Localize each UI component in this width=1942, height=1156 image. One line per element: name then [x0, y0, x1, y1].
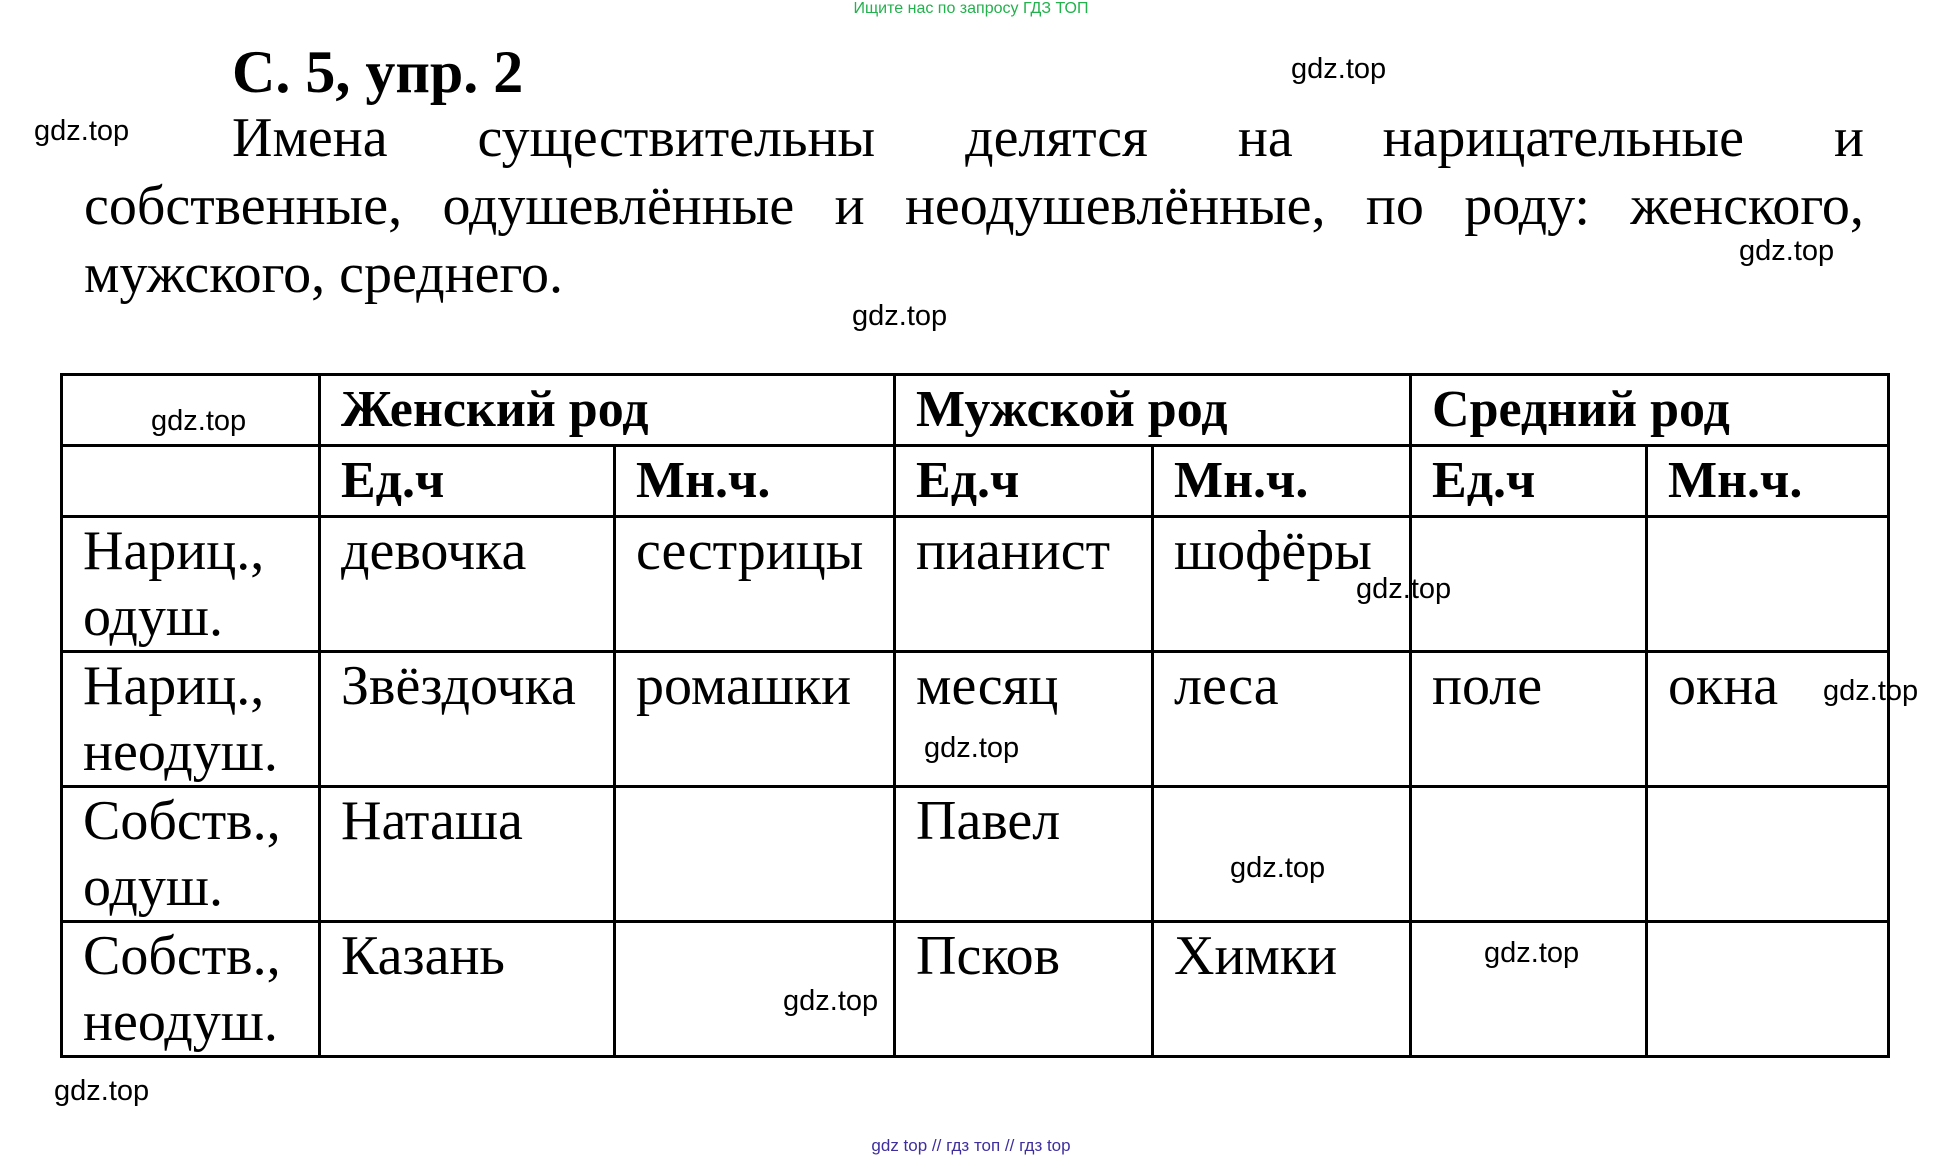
paragraph-word: неодушевлённые,	[904, 175, 1326, 237]
watermark-text: gdz.top	[151, 405, 247, 437]
watermark-text: gdz.top	[34, 115, 130, 147]
table-cell: Наташа	[320, 787, 615, 922]
paragraph-word: и	[834, 175, 865, 237]
table-cell: ромашки	[615, 652, 895, 787]
header-masculine: Мужской род	[895, 375, 1411, 446]
table-cell: поле	[1411, 652, 1647, 787]
watermark-text: gdz.top	[1739, 235, 1835, 267]
table-cell: Павел	[895, 787, 1153, 922]
paragraph-word: по	[1365, 175, 1424, 237]
row-label: Нариц., одуш.	[62, 517, 320, 652]
watermark-text: gdz.top	[1230, 852, 1326, 884]
header-plural: Мн.ч.	[1153, 446, 1411, 517]
paragraph-word: и	[1833, 107, 1864, 169]
table-cell	[1647, 517, 1889, 652]
paragraph-word: на	[1237, 107, 1293, 169]
footer-links[interactable]: gdz top // гдз топ // гдз top	[871, 1136, 1071, 1155]
watermark-text: gdz.top	[783, 985, 879, 1017]
paragraph-word: нарицательные	[1382, 107, 1745, 169]
table-cell	[1647, 787, 1889, 922]
row-label: Собств., неодуш.	[62, 922, 320, 1057]
search-hint-link[interactable]: Ищите нас по запросу ГДЗ ТОП	[853, 0, 1089, 17]
empty-cell	[62, 446, 320, 517]
header-singular: Ед.ч	[1411, 446, 1647, 517]
paragraph-word: собственные,	[84, 175, 403, 237]
exercise-heading: С. 5, упр. 2	[232, 39, 524, 105]
table-row	[62, 652, 1889, 787]
paragraph-line-3: мужского, среднего.	[84, 243, 564, 305]
gender-header-row	[62, 375, 1889, 446]
header-plural: Мн.ч.	[1647, 446, 1889, 517]
number-header-row	[62, 446, 1889, 517]
watermark-text: gdz.top	[1823, 675, 1919, 707]
table-cell	[615, 787, 895, 922]
table-cell	[1411, 787, 1647, 922]
header-neuter: Средний род	[1411, 375, 1889, 446]
header-plural: Мн.ч.	[615, 446, 895, 517]
table-cell: Звёздочка	[320, 652, 615, 787]
table-cell: Химки	[1153, 922, 1411, 1057]
watermark-text: gdz.top	[1356, 573, 1452, 605]
table-row	[62, 787, 1889, 922]
header-singular: Ед.ч	[320, 446, 615, 517]
paragraph-line-2	[84, 172, 1864, 240]
table-cell: шофёры	[1153, 517, 1411, 652]
rule-paragraph	[84, 104, 1864, 308]
watermark-text: gdz.top	[1291, 53, 1387, 85]
table-cell: окна	[1647, 652, 1889, 787]
watermark-text: gdz.top	[54, 1075, 150, 1107]
paragraph-line-1	[84, 104, 1864, 172]
table-cell: пианист	[895, 517, 1153, 652]
paragraph-word: делятся	[965, 107, 1148, 169]
paragraph-word: женского,	[1630, 175, 1864, 237]
table-cell: леса	[1153, 652, 1411, 787]
paragraph-word: одушевлённые	[442, 175, 795, 237]
watermark-text: gdz.top	[1484, 937, 1580, 969]
table-cell: месяц	[895, 652, 1153, 787]
watermark-text: gdz.top	[852, 300, 948, 332]
header-singular: Ед.ч	[895, 446, 1153, 517]
table-row	[62, 922, 1889, 1057]
table-cell: Казань	[320, 922, 615, 1057]
header-feminine: Женский род	[320, 375, 895, 446]
table-cell: сестрицы	[615, 517, 895, 652]
row-label: Собств., одуш.	[62, 787, 320, 922]
table-cell: девочка	[320, 517, 615, 652]
paragraph-word: существительны	[477, 107, 876, 169]
nouns-table	[60, 373, 1890, 1058]
table-cell: Псков	[895, 922, 1153, 1057]
table-row	[62, 517, 1889, 652]
table-cell	[1647, 922, 1889, 1057]
paragraph-word: роду:	[1464, 175, 1590, 237]
paragraph-word: Имена	[232, 107, 388, 169]
watermark-text: gdz.top	[924, 732, 1020, 764]
row-label: Нариц., неодуш.	[62, 652, 320, 787]
